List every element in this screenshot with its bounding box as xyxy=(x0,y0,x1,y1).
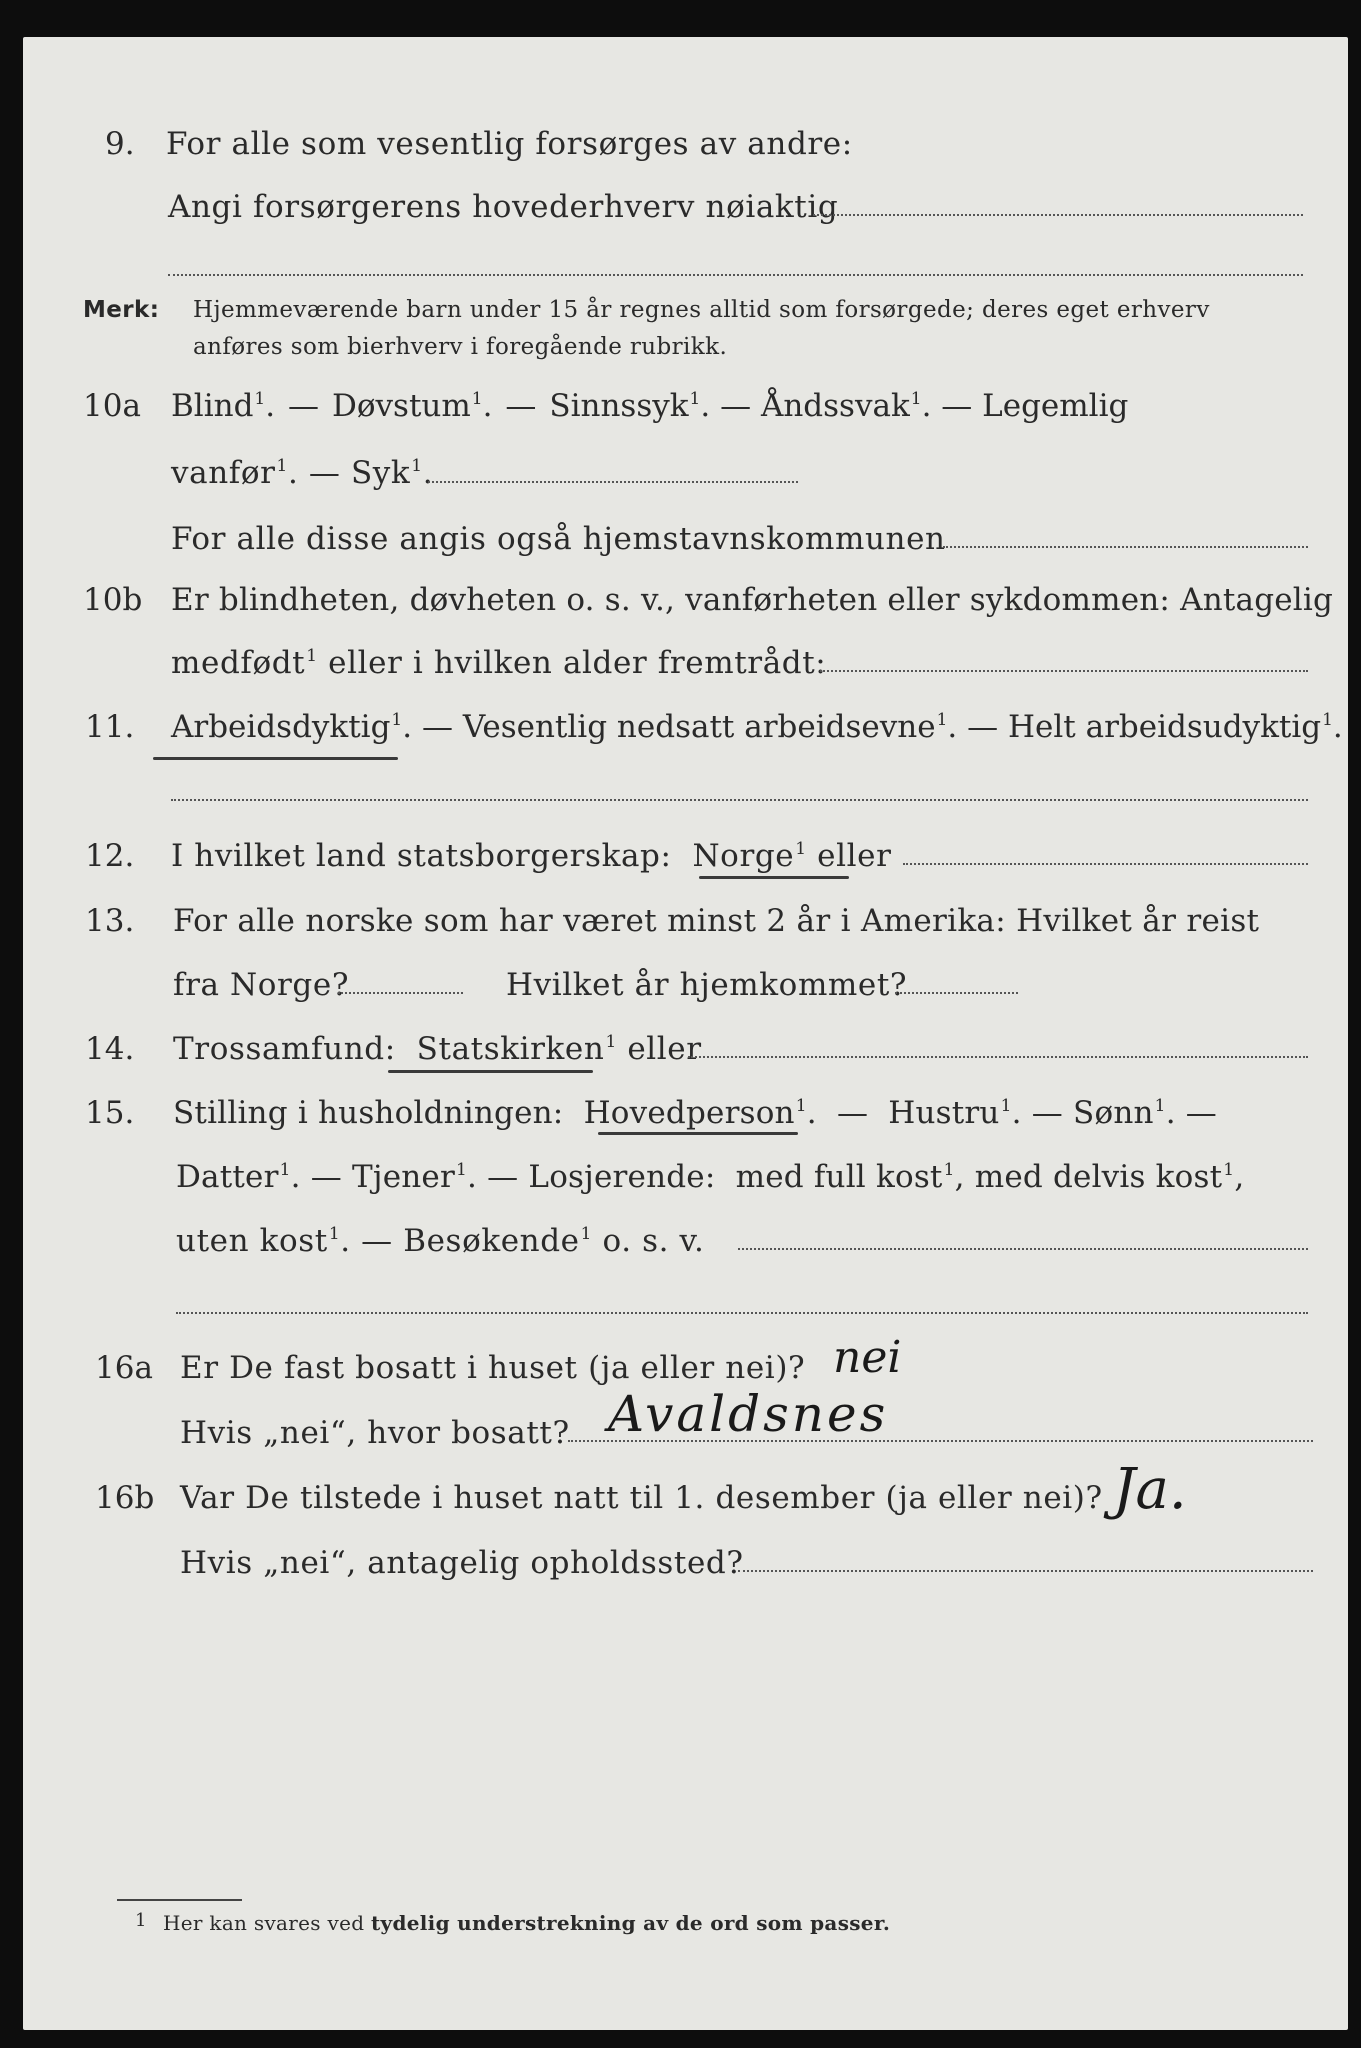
q10b-line1: Er blindheten, døvheten o. s. v., vanførheten eller sykdommen: Antagelig xyxy=(171,582,1334,618)
q16b-number: 16b xyxy=(95,1480,155,1516)
q9-number: 9. xyxy=(105,126,135,162)
q16a-bosatt-handwritten[interactable]: Avaldsnes xyxy=(608,1385,889,1443)
q15-opt-datter[interactable]: Datter xyxy=(176,1159,279,1195)
q10b-number: 10b xyxy=(83,582,143,618)
q15-hovedperson-underline xyxy=(598,1132,798,1135)
footnote-rule xyxy=(117,1899,242,1901)
q10a-opt-legemlig[interactable]: Legemlig xyxy=(982,388,1129,424)
q11-options: Arbeidsdyktig$^1$. — Vesentlig nedsatt arbeidsevne$^1$. — Helt arbeidsudyktig$^1$. xyxy=(171,709,1343,745)
q9-answer-line[interactable] xyxy=(813,214,1303,216)
q15-answer-line[interactable] xyxy=(738,1248,1308,1250)
q15-line3: uten kost$^1$. — Besøkende$^1$ o. s. v. xyxy=(176,1223,705,1259)
q14-number: 14. xyxy=(85,1031,135,1067)
q15-opt-tjener[interactable]: Tjener xyxy=(352,1159,455,1195)
q13-reist-label: fra Norge? xyxy=(173,967,350,1003)
q10a-line3: For alle disse angis også hjemstavnskommunen xyxy=(171,521,946,557)
q14-statskirken-underline xyxy=(388,1070,593,1073)
q16b-answer-handwritten[interactable]: Ja. xyxy=(1113,1457,1187,1522)
q10a-opt-andssvak[interactable]: Åndssvak xyxy=(760,388,910,424)
merk-text-2: anføres som bierhverv i foregående rubrikk. xyxy=(193,334,728,360)
q11-answer-line[interactable] xyxy=(171,799,1308,801)
q16a-answer-handwritten[interactable]: nei xyxy=(833,1332,902,1383)
q10a-number: 10a xyxy=(83,388,141,424)
q10b-answer-line[interactable] xyxy=(820,670,1308,672)
q12-norge-underline xyxy=(699,876,849,879)
q14-answer-line[interactable] xyxy=(688,1056,1308,1058)
footnote-text: Her kan svares ved tydelig understrekning av de ord som passer. xyxy=(163,1911,891,1935)
q12-number: 12. xyxy=(85,838,135,874)
q9-question: For alle som vesentlig forsørges av andre: xyxy=(166,126,853,162)
q10b-line2: medfødt$^1$ eller i hvilken alder fremtrådt: xyxy=(171,645,827,681)
footnote-mark: 1 xyxy=(135,1910,148,1931)
q11-arbeidsdyktig-underline xyxy=(153,757,398,760)
q11-opt-arbeidsdyktig[interactable]: Arbeidsdyktig xyxy=(171,709,391,745)
q10a-line2: vanfør$^1$. — Syk$^1$. xyxy=(171,455,434,491)
q14-opt-statskirken[interactable]: Statskirken xyxy=(416,1031,605,1067)
q15-opt-hovedperson[interactable]: Hovedperson xyxy=(583,1095,795,1131)
q10b-opt-medfodt[interactable]: medfødt xyxy=(171,645,306,681)
q10a-opt-blind[interactable]: Blind xyxy=(171,388,254,424)
q15-opt-delvis[interactable]: med delvis kost xyxy=(974,1159,1223,1195)
q11-number: 11. xyxy=(85,709,135,745)
q13-number: 13. xyxy=(85,903,135,939)
q15-line2: Datter$^1$. — Tjener$^1$. — Losjerende: med full kost$^1$, med delvis kost$^1$, xyxy=(176,1159,1245,1195)
q12-answer-line[interactable] xyxy=(903,863,1308,865)
q11-opt-udyktig[interactable]: Helt arbeidsudyktig xyxy=(1007,709,1322,745)
q11-opt-nedsatt[interactable]: Vesentlig nedsatt arbeidsevne xyxy=(462,709,936,745)
q13-reist-line[interactable] xyxy=(338,992,463,994)
q15-answer-line-2[interactable] xyxy=(176,1312,1308,1314)
q10a-opt-dovstum[interactable]: Døvstum xyxy=(332,388,471,424)
q15-opt-hustru[interactable]: Hustru xyxy=(888,1095,1000,1131)
q15-opt-besokende[interactable]: Besøkende xyxy=(403,1223,580,1259)
q13-line1: For alle norske som har været minst 2 år i Amerika: Hvilket år reist xyxy=(173,903,1260,939)
q16b-opholdssted-line[interactable] xyxy=(738,1570,1313,1572)
q10a-line1: Blind$^1$. — Døvstum$^1$. — Sinnssyk$^1$. — Åndssvak$^1$. — Legemlig xyxy=(171,388,1129,424)
q9-answer-line-2[interactable] xyxy=(168,274,1303,276)
q13-hjem-label: Hvilket år hjemkommet? xyxy=(506,967,908,1003)
q10a-opt-sinnssyk[interactable]: Sinnssyk xyxy=(549,388,689,424)
q16b-line1: Var De tilstede i huset natt til 1. desember (ja eller nei)? xyxy=(180,1480,1103,1516)
q12-line: I hvilket land statsborgerskap: Norge$^1$ eller xyxy=(171,838,892,874)
merk-label: Merk: xyxy=(83,297,160,323)
merk-text-1: Hjemmeværende barn under 15 år regnes alltid som forsørgede; deres eget erhverv xyxy=(193,297,1210,323)
census-form-page xyxy=(23,37,1348,2030)
q14-line: Trossamfund: Statskirken$^1$ eller xyxy=(173,1031,702,1067)
q15-number: 15. xyxy=(85,1095,135,1131)
q10a-hjemstavn-line[interactable] xyxy=(943,546,1308,548)
q9-instruction: Angi forsørgerens hovederhverv nøiaktig xyxy=(168,189,839,225)
q15-opt-full[interactable]: med full kost xyxy=(735,1159,943,1195)
q13-hjem-line[interactable] xyxy=(895,992,1018,994)
q10a-opt-vanfor[interactable]: vanfør xyxy=(171,455,276,491)
q12-opt-norge[interactable]: Norge xyxy=(692,838,795,874)
q16b-line2: Hvis „nei“, antagelig opholdssted? xyxy=(180,1545,744,1581)
q15-opt-sonn[interactable]: Sønn xyxy=(1073,1095,1154,1131)
q15-line1: Stilling i husholdningen: Hovedperson$^1$. — Hustru$^1$. — Sønn$^1$. — xyxy=(173,1095,1217,1131)
q15-opt-uten[interactable]: uten kost xyxy=(176,1223,328,1259)
q16a-line2: Hvis „nei“, hvor bosatt? xyxy=(180,1415,570,1451)
q10a-syk-line[interactable] xyxy=(428,481,798,483)
q10a-opt-syk[interactable]: Syk xyxy=(350,455,411,491)
q16a-line1: Er De fast bosatt i huset (ja eller nei)? xyxy=(180,1350,806,1386)
q16a-number: 16a xyxy=(95,1350,153,1386)
